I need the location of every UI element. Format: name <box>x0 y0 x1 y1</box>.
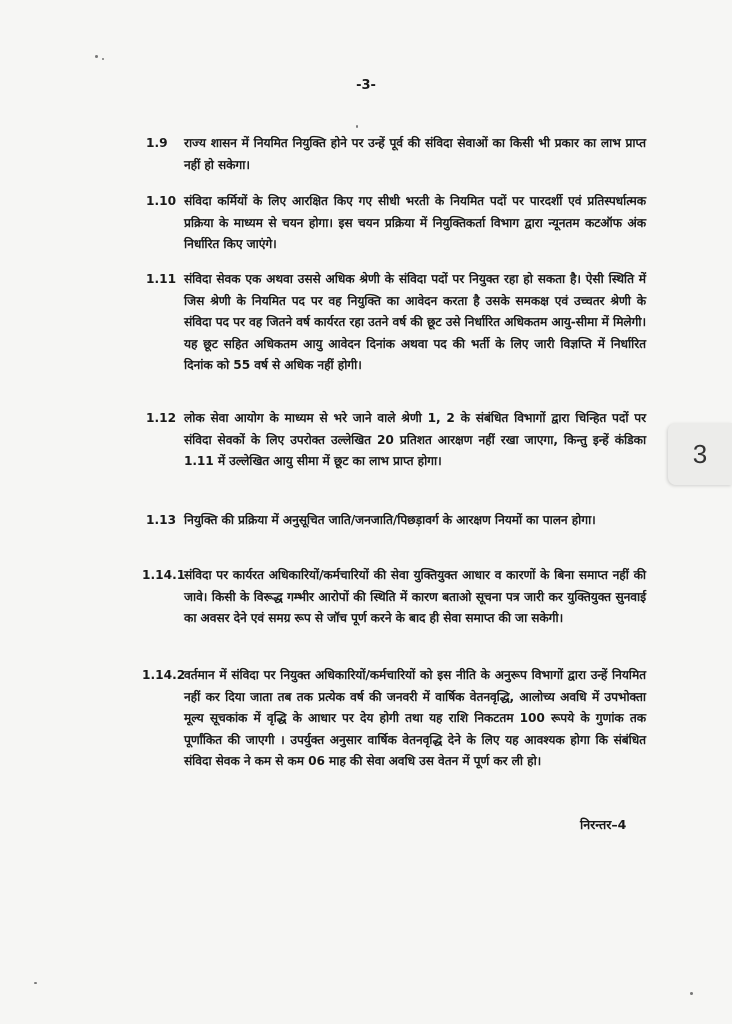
clause-number: 1.12 <box>146 411 177 425</box>
scan-speck <box>34 982 37 984</box>
page-indicator-tab[interactable] <box>668 423 732 485</box>
clause-text: राज्य शासन में नियमित नियुक्ति होने पर उन्हें पूर्व की संविदा सेवाओं का किसी भी प्रकार का लाभ प्राप्त नहीं हो सकेगा। <box>184 136 646 172</box>
scan-speck <box>102 58 104 60</box>
clause-number: 1.9 <box>146 136 168 150</box>
clause-text: संविदा कर्मियों के लिए आरक्षित किए गए सीधी भरती के नियमित पदों पर पारदर्शी एवं प्रतिस्पर्धात्मक प्रक्रिया के माध्यम से चयन होगा। इस चयन प्रक्रिया में नियुक्तिकर्ता विभाग द्वारा न्यूनतम कटऑफ अंक निर्धारित किए जाएंगे। <box>184 194 646 251</box>
clause-text: लोक सेवा आयोग के माध्यम से भरे जाने वाले श्रेणी 1, 2 के संबंधित विभागों द्वारा चिन्हित पदों पर संविदा सेवकों के लिए उपरोक्त उल्लेखित 20 प्रतिशत आरक्षण नहीं रखा जाएगा, किन्तु इन्हें कंडिका 1.11 में उल्लेखित आयु सीमा में छूट का लाभ प्राप्त होगा। <box>184 411 646 468</box>
continued-label: निरन्तर–4 <box>580 817 627 832</box>
clause-text: संविदा सेवक एक अथवा उससे अधिक श्रेणी के संविदा पदों पर नियुक्त रहा हो सकता है। ऐसी स्थिति में जिस श्रेणी के नियमित पद पर वह नियुक्ति का आवेदन करता है उसके समकक्ष एवं उच्चतर श्रेणी के संविदा पद पर वह जितने वर्ष कार्यरत रहा उतने वर्ष की छूट उसे निर्धारित अधिकतम आयु-सीमा में मिलेगी। यह छूट सहित अधिकतम आयु आवेदन दिनांक अथवा पद की भर्ती के लिए जारी विज्ञप्ति में निर्धारित दिनांक को 55 वर्ष से अधिक नहीं होगी। <box>184 272 646 372</box>
clause-number: 1.14.1 <box>142 568 186 582</box>
scan-speck <box>690 992 693 995</box>
scan-speck <box>356 125 358 128</box>
clause-1-13 <box>146 510 646 532</box>
page-indicator-label: 3 <box>692 438 708 469</box>
clause-number: 1.14.2 <box>142 668 186 682</box>
page-number: -3- <box>356 78 376 93</box>
clause-1-11 <box>146 269 646 377</box>
clause-number: 1.13 <box>146 513 177 527</box>
clause-1-10 <box>146 191 646 256</box>
clause-1-14-2 <box>142 665 646 773</box>
scan-speck <box>95 55 98 58</box>
clause-1-12 <box>146 408 646 473</box>
clause-1-9 <box>146 133 646 176</box>
clause-number: 1.11 <box>146 272 177 286</box>
clause-text: वर्तमान में संविदा पर नियुक्त अधिकारियों/कर्मचारियों को इस नीति के अनुरूप विभागों द्वारा उन्हें नियमित नहीं कर दिया जाता तब तक प्रत्येक वर्ष की जनवरी में वार्षिक वेतनवृद्धि, आलोच्य अवधि में उपभोक्ता मूल्य सूचकांक में वृद्धि के आधार पर देय होगी तथा यह राशि निकटतम 100 रूपये के गुणांक तक पूर्णांकित की जाएगी । उपर्युक्त अनुसार वार्षिक वेतनवृद्धि देने के लिए यह आवश्यक होगा कि संबंधित संविदा सेवक ने कम से कम 06 माह की सेवा अवधि उस वेतन में पूर्ण कर ली हो। <box>184 668 646 768</box>
clause-text: नियुक्ति की प्रक्रिया में अनुसूचित जाति/जनजाति/पिछड़ावर्ग के आरक्षण नियमों का पालन होगा। <box>184 513 596 527</box>
clause-text: संविदा पर कार्यरत अधिकारियों/कर्मचारियों की सेवा युक्तियुक्त आधार व कारणों के बिना समाप्त नहीं की जावे। किसी के विरूद्ध गम्भीर आरोपों की स्थिति में कारण बताओ सूचना पत्र जारी कर युक्तियुक्त सुनवाई का अवसर देने एवं समग्र रूप से जॉच पूर्ण करने के बाद ही सेवा समाप्त की जा सकेगी। <box>184 568 646 625</box>
clause-number: 1.10 <box>146 194 177 208</box>
clause-1-14-1 <box>142 565 646 630</box>
